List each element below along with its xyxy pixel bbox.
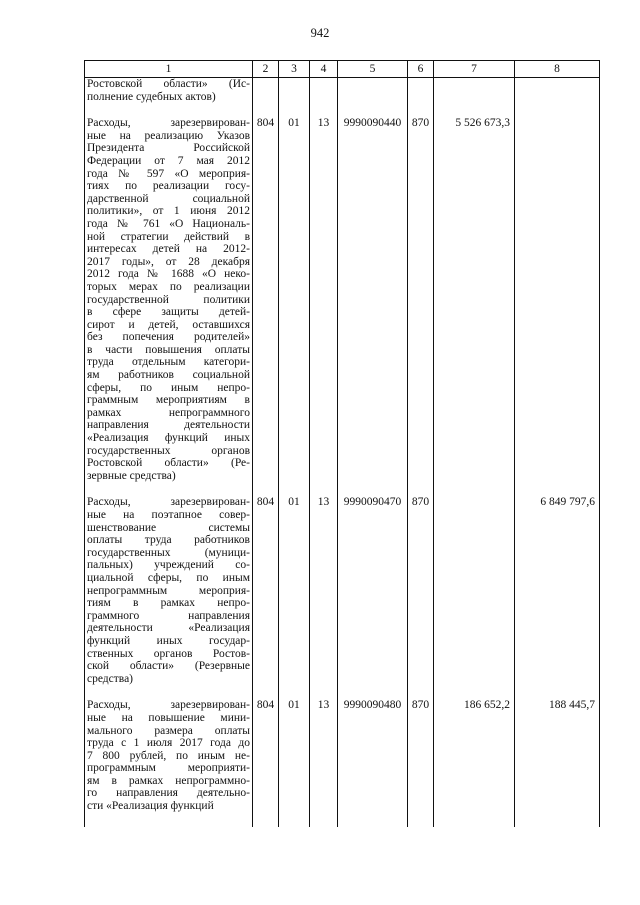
ministry-code: [253, 78, 279, 118]
table-row: [85, 117, 600, 496]
description-line: функций иных государ-: [87, 634, 250, 647]
description-line: Ростовской области» (Ис-: [87, 78, 250, 90]
description-line: ям работников социальной: [87, 369, 250, 382]
target-article-code: 9990090440: [338, 117, 408, 496]
column-header: 5: [338, 61, 408, 78]
target-article-code: [338, 78, 408, 118]
description-line: рамках непрограммного: [87, 406, 250, 419]
description-line: государственной политики: [87, 293, 250, 306]
amount-2019: [515, 78, 600, 118]
ministry-code: 804: [253, 699, 279, 826]
description-line: дарственной социальной: [87, 192, 250, 205]
description-line: сирот и детей, оставшихся: [87, 318, 250, 331]
description-line: Расходы, зарезервирован-: [87, 117, 250, 130]
section-code: 01: [279, 496, 310, 699]
subsection-code: 13: [310, 117, 338, 496]
table-row: [85, 78, 600, 118]
table-row: [85, 699, 600, 826]
description-line: 2017 годы», от 28 декабря: [87, 255, 250, 268]
row-description: [85, 496, 253, 699]
subsection-code: 13: [310, 699, 338, 826]
description-line: ственных органов Ростов-: [87, 647, 250, 660]
description-line: циальной сферы, по иным: [87, 571, 250, 584]
description-line: торых мерах по реализации: [87, 280, 250, 293]
table-row: [85, 496, 600, 699]
description-line: ные на реализацию Указов: [87, 129, 250, 142]
row-description: [85, 117, 253, 496]
expense-type-code: 870: [408, 496, 434, 699]
description-line: Расходы, зарезервирован-: [87, 496, 250, 509]
column-header: 3: [279, 61, 310, 78]
target-article-code: 9990090480: [338, 699, 408, 826]
ministry-code: 804: [253, 496, 279, 699]
description-line: тиях по реализации госу-: [87, 180, 250, 193]
description-line: ные на поэтапное совер-: [87, 509, 250, 521]
description-line: го направления деятельно-: [87, 787, 250, 800]
description-line: деятельности «Реализация: [87, 622, 250, 635]
description-line: зервные средства): [87, 469, 176, 482]
description-line: полнение судебных актов): [87, 90, 216, 103]
description-line: года № 597 «О мероприя-: [87, 167, 250, 180]
description-line: средства): [87, 672, 133, 685]
description-line: государственных (муници-: [87, 546, 250, 559]
column-header: 2: [253, 61, 279, 78]
expense-type-code: [408, 78, 434, 118]
amount-2019: 6 849 797,6: [515, 496, 600, 699]
subsection-code: 13: [310, 496, 338, 699]
description-line: тиям в рамках непро-: [87, 597, 250, 610]
description-line: ной стратегии действий в: [87, 230, 250, 243]
description-line: 7 800 рублей, по иным не-: [87, 749, 250, 762]
section-code: 01: [279, 117, 310, 496]
budget-table: [84, 60, 600, 827]
description-line: Федерации от 7 мая 2012: [87, 154, 250, 167]
description-line: граммного направления: [87, 609, 250, 622]
description-line: шенствование системы: [87, 521, 250, 534]
section-code: [279, 78, 310, 118]
description-line: в сфере защиты детей-: [87, 306, 250, 319]
description-line: Ростовской области» (Ре-: [87, 457, 250, 470]
ministry-code: 804: [253, 117, 279, 496]
description-line: 2012 года № 1688 «О неко-: [87, 268, 250, 281]
description-line: ные на повышение мини-: [87, 711, 250, 724]
column-header: 6: [408, 61, 434, 78]
description-line: сферы, по иным непро-: [87, 381, 250, 394]
description-line: в части повышения оплаты: [87, 343, 250, 356]
column-header: 4: [310, 61, 338, 78]
expense-type-code: 870: [408, 699, 434, 826]
page-number: 942: [310, 26, 330, 40]
row-description: [85, 78, 253, 118]
description-line: интересах детей на 2012-: [87, 243, 250, 256]
description-line: труда отдельным категори-: [87, 356, 250, 369]
description-line: политики», от 1 июня 2012: [87, 205, 250, 218]
description-line: года № 761 «О Националь-: [87, 217, 250, 230]
description-line: ской области» (Резервные: [87, 660, 250, 673]
description-line: государственных органов: [87, 444, 250, 457]
subsection-code: [310, 78, 338, 118]
description-line: непрограммным мероприя-: [87, 584, 250, 597]
description-line: труда с 1 июля 2017 года до: [87, 737, 250, 750]
description-line: ям в рамках непрограммно-: [87, 774, 250, 787]
amount-2018: 186 652,2: [434, 699, 515, 826]
amount-2018: [434, 496, 515, 699]
row-description: [85, 699, 253, 826]
description-line: без попечения родителей»: [87, 331, 250, 344]
column-header: 8: [515, 61, 600, 78]
column-header: 7: [434, 61, 515, 78]
description-line: пальных) учреждений со-: [87, 559, 250, 572]
description-line: Президента Российской: [87, 142, 250, 155]
description-line: мального размера оплаты: [87, 724, 250, 737]
description-line: оплаты труда работников: [87, 534, 250, 547]
column-header: 1: [85, 61, 253, 78]
description-line: Расходы, зарезервирован-: [87, 699, 250, 712]
section-code: 01: [279, 699, 310, 826]
table-header-row: [85, 61, 600, 78]
description-line: сти «Реализация функций: [87, 800, 214, 813]
amount-2018: 5 526 673,3: [434, 117, 515, 496]
description-line: «Реализация функций иных: [87, 432, 250, 445]
amount-2018: [434, 78, 515, 118]
description-line: программным мероприяти-: [87, 762, 250, 775]
description-line: направления деятельности: [87, 419, 250, 432]
amount-2019: [515, 117, 600, 496]
target-article-code: 9990090470: [338, 496, 408, 699]
expense-type-code: 870: [408, 117, 434, 496]
description-line: граммным мероприятиям в: [87, 394, 250, 407]
amount-2019: 188 445,7: [515, 699, 600, 826]
